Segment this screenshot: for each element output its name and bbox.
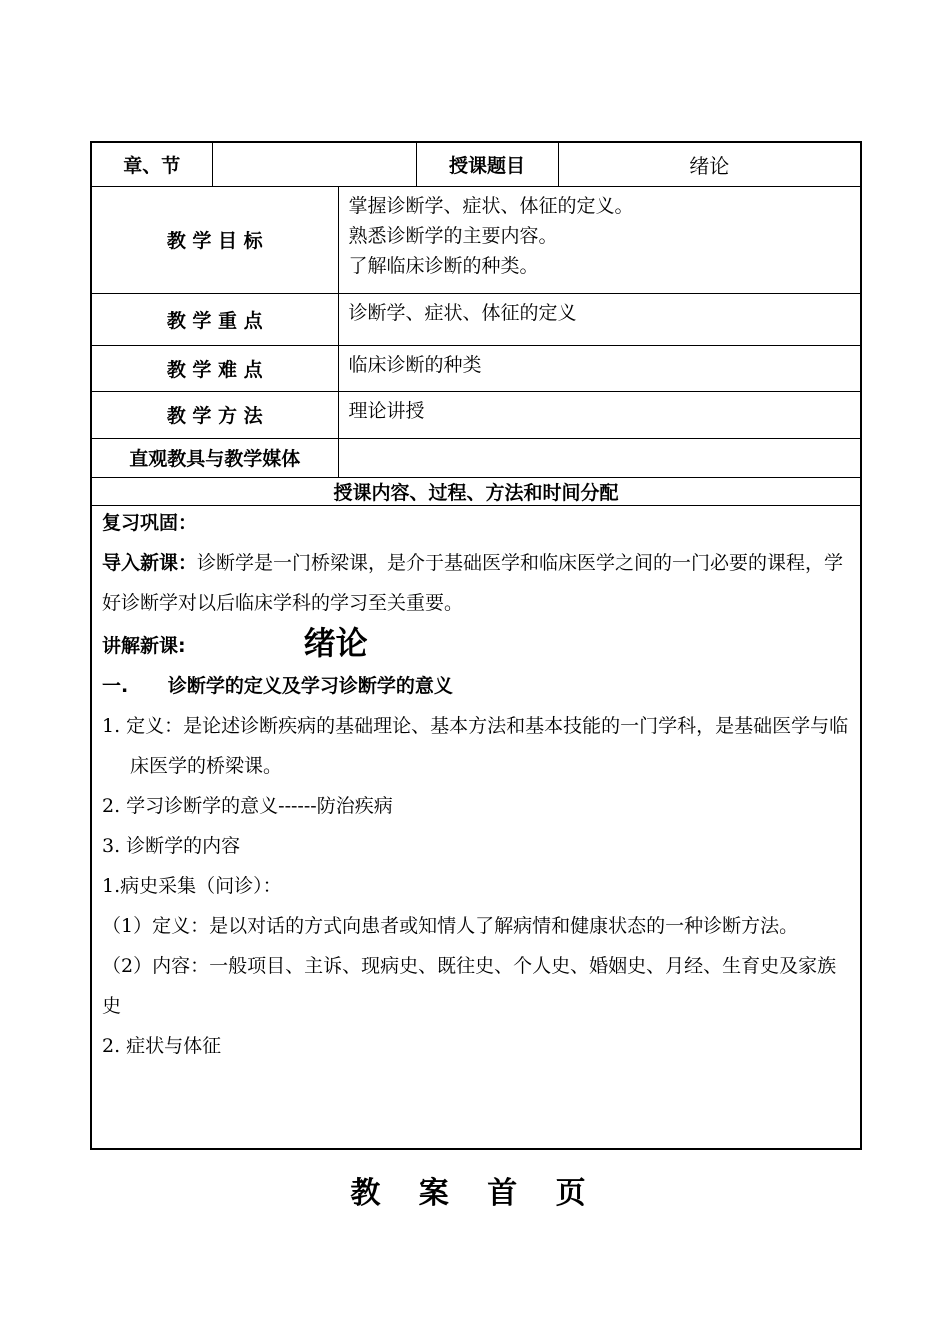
topic-value: 绪论 <box>558 143 860 186</box>
heading-1: 一. 诊断学的定义及学习诊断学的意义 <box>102 675 453 697</box>
item-2: 2. 学习诊断学的意义------防治疾病 <box>102 795 393 817</box>
item-1-text: 1. 定义：是论述诊断疾病的基础理论、基本方法和基本技能的一门学科，是基础医学与临床医学的桥梁课。 <box>102 715 849 777</box>
media-value <box>338 438 860 477</box>
chapter-value <box>212 143 416 186</box>
row-chapter <box>92 143 860 186</box>
goal-line: 掌握诊断学、症状、体征的定义。 <box>348 194 634 217</box>
sub-1-content: （2）内容：一般项目、主诉、现病史、既往史、个人史、婚姻史、月经、生育史及家族史 <box>102 955 837 1017</box>
section-title: 授课内容、过程、方法和时间分配 <box>92 477 860 505</box>
goal-line: 了解临床诊断的种类。 <box>348 254 539 277</box>
method-value: 理论讲授 <box>338 391 860 438</box>
sub-2: 2. 症状与体征 <box>102 1035 222 1057</box>
chapter-label: 章、节 <box>92 143 212 186</box>
key-label: 教 学 重 点 <box>92 293 338 345</box>
key-value: 诊断学、症状、体征的定义 <box>338 293 860 345</box>
review-label: 复习巩固： <box>102 512 198 534</box>
lecture-line <box>102 623 854 666</box>
row-goal <box>92 186 860 293</box>
topic-label: 授课题目 <box>416 143 558 186</box>
row-method <box>92 391 860 438</box>
sub-1-definition: （1）定义：是以对话的方式向患者或知情人了解病情和健康状态的一种诊断方法。 <box>102 915 799 937</box>
intro-label: 导入新课： <box>102 552 198 574</box>
item-1 <box>102 706 854 786</box>
sub-1: 1.病史采集（问诊）： <box>102 875 282 897</box>
difficulty-value: 临床诊断的种类 <box>338 345 860 391</box>
intro-text: 诊断学是一门桥梁课，是介于基础医学和临床医学之间的一门必要的课程，学好诊断学对以后临床学科的学习至关重要。 <box>102 552 844 614</box>
row-difficulty <box>92 345 860 391</box>
footer-title: 教 案 首 页 <box>350 1176 600 1211</box>
lecture-title: 绪论 <box>303 624 368 662</box>
intro-paragraph <box>102 543 854 623</box>
lecture-content <box>102 509 854 1066</box>
row-section-title <box>92 477 860 505</box>
lesson-plan-frame <box>90 141 862 1150</box>
lesson-info-table <box>92 143 860 506</box>
method-label: 教 学 方 法 <box>92 391 338 438</box>
goal-line: 熟悉诊断学的主要内容。 <box>348 224 558 247</box>
difficulty-label: 教 学 难 点 <box>92 345 338 391</box>
goal-value <box>338 186 860 293</box>
row-media <box>92 438 860 477</box>
goal-label: 教 学 目 标 <box>92 186 338 293</box>
row-key <box>92 293 860 345</box>
lecture-label: 讲解新课: <box>102 635 186 657</box>
item-3: 3. 诊断学的内容 <box>102 835 241 857</box>
media-label: 直观教具与教学媒体 <box>92 438 338 477</box>
